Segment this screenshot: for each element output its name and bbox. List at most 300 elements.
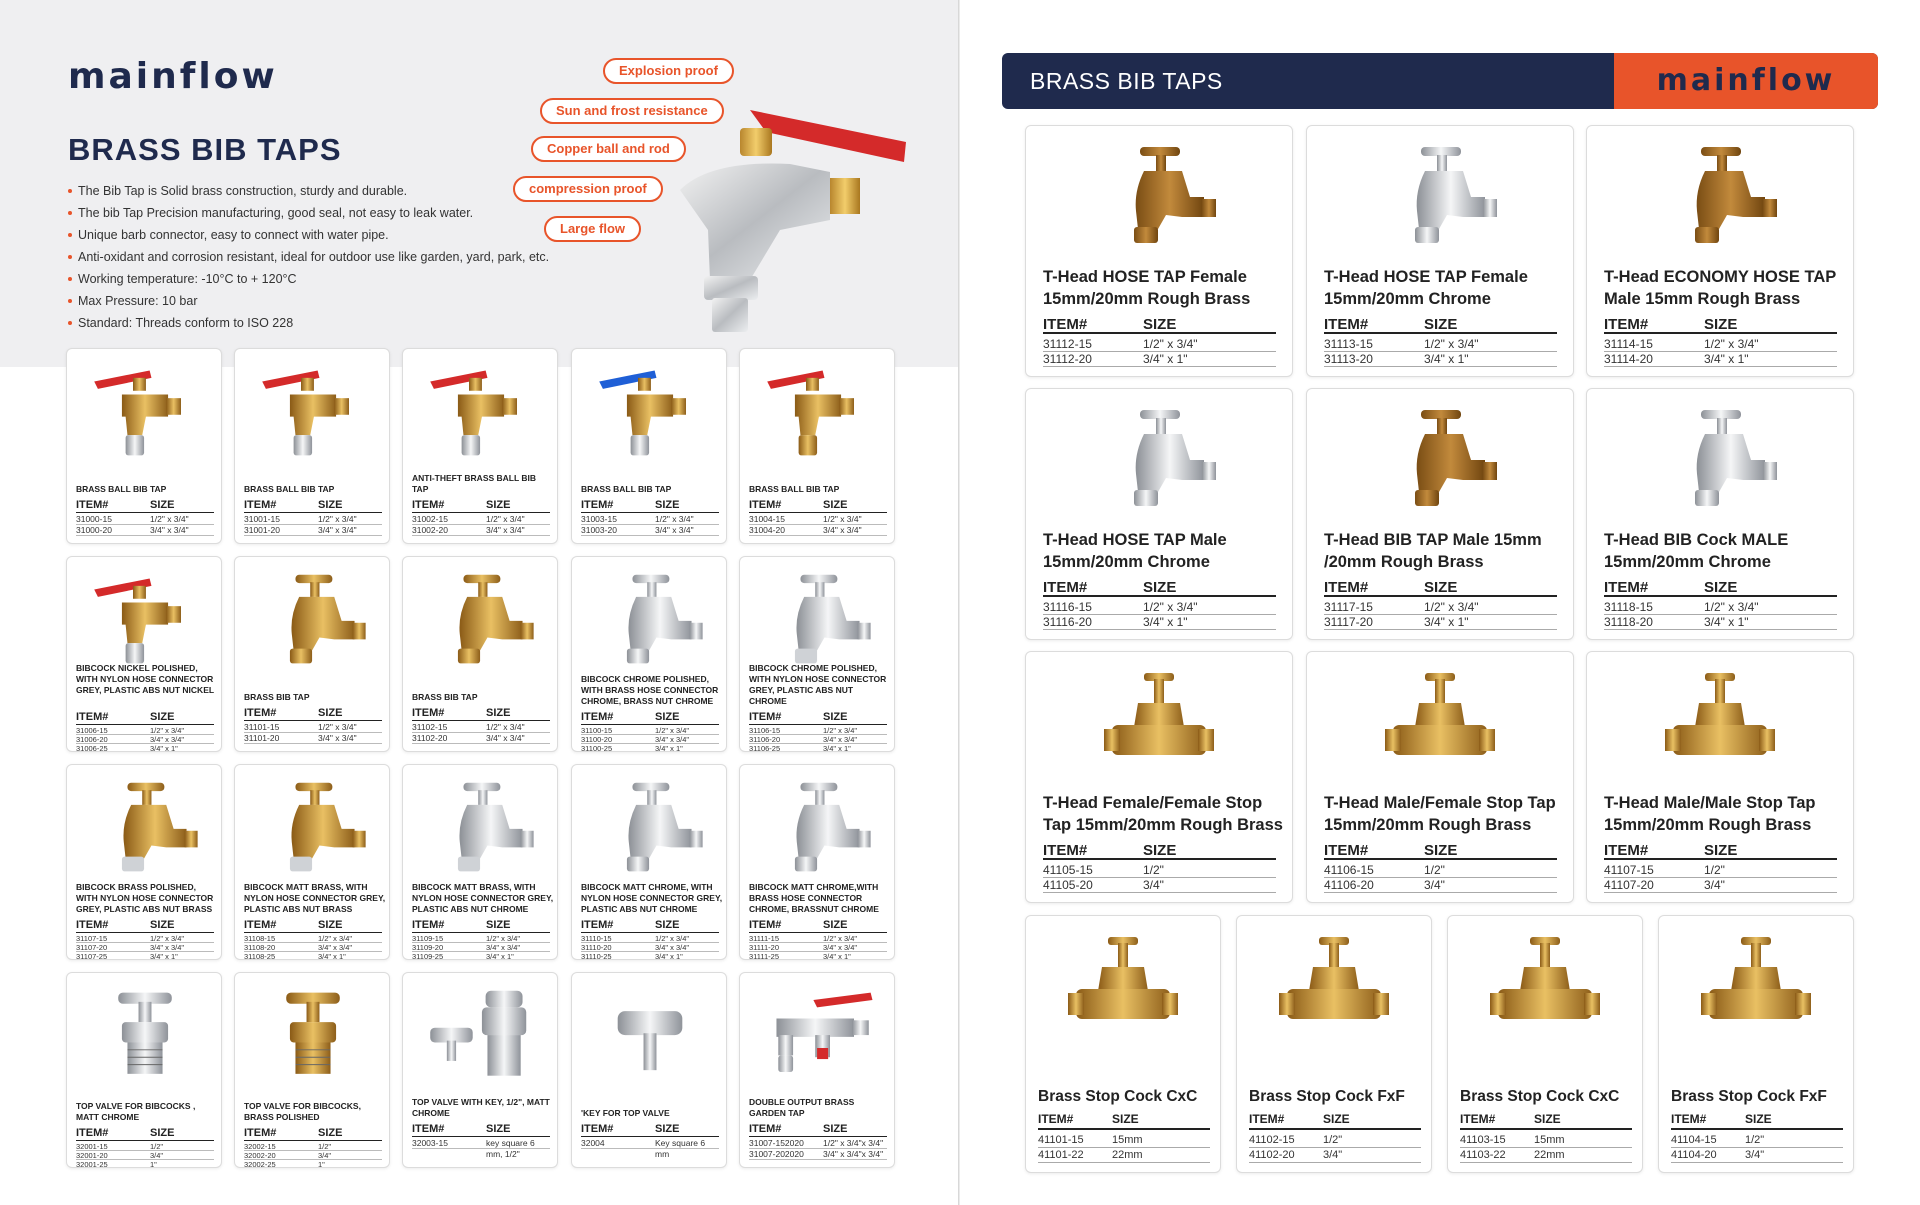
item-size: 1/2"	[1143, 863, 1164, 877]
feature-item: Working temperature: -10°C to + 120°C	[68, 268, 549, 290]
item-size: 3/4" x 3/4"	[655, 943, 690, 952]
product-card[interactable]	[1447, 915, 1643, 1173]
table-row	[244, 722, 382, 733]
callout-explosion-proof: Explosion proof	[603, 58, 734, 84]
col-size: SIZE	[1143, 316, 1177, 333]
item-number: 31111-15	[749, 934, 780, 943]
feature-list	[68, 180, 549, 334]
item-number: 31110-15	[581, 934, 612, 943]
table-row	[412, 722, 550, 733]
item-number: 31000-20	[76, 525, 112, 535]
item-number: 31101-15	[244, 722, 280, 732]
product-name: T-Head BIB Cock MALE 15mm/20mm Chrome	[1604, 531, 1789, 571]
size-table	[749, 934, 887, 960]
table-row	[1671, 1148, 1843, 1163]
col-size: SIZE	[486, 919, 511, 931]
table-header	[749, 711, 887, 725]
col-size: SIZE	[823, 1123, 848, 1135]
table-row	[244, 943, 382, 952]
col-item: ITEM#	[412, 919, 445, 931]
stop-cock-icon	[1655, 666, 1785, 778]
table-row	[76, 1142, 214, 1151]
col-size: SIZE	[1143, 579, 1177, 596]
item-number: 31007-202020	[749, 1149, 804, 1159]
item-number: 31109-25	[412, 952, 444, 960]
bib-tap-icon	[758, 565, 878, 675]
item-size: 22mm	[1112, 1149, 1143, 1161]
table-row	[412, 733, 550, 744]
item-number: 31109-15	[412, 934, 444, 943]
product-card[interactable]	[66, 348, 222, 544]
left-page	[0, 0, 958, 1205]
table-row	[76, 952, 214, 960]
col-item: ITEM#	[1043, 579, 1088, 596]
product-card[interactable]	[1586, 651, 1854, 903]
bib-tap-icon	[758, 773, 878, 883]
product-name: BIBCOCK MATT CHROME, WITH NYLON HOSE CONNECTOR GREY, PLASTIC ABS NUT CHROME	[581, 882, 723, 914]
table-row	[581, 735, 719, 744]
product-card[interactable]	[1025, 388, 1293, 640]
product-card[interactable]	[402, 556, 558, 752]
product-name: T-Head Male/Male Stop Tap 15mm/20mm Rough Brass	[1604, 794, 1816, 834]
item-number: 31100-25	[581, 744, 613, 752]
bib-tap-icon	[253, 565, 373, 675]
table-row	[581, 1138, 719, 1159]
product-card[interactable]	[571, 556, 727, 752]
table-row	[749, 1138, 887, 1149]
product-card[interactable]	[234, 764, 390, 960]
table-row	[581, 726, 719, 735]
right-header-title: BRASS BIB TAPS	[1030, 68, 1223, 94]
item-size: 3/4" x 3/4"	[655, 735, 690, 744]
col-size: SIZE	[486, 707, 511, 719]
item-number: 31114-20	[1604, 352, 1653, 366]
item-number: 41104-15	[1671, 1134, 1717, 1146]
product-card[interactable]	[1306, 388, 1574, 640]
bib-tap-icon	[1375, 403, 1505, 515]
table-row	[1671, 1133, 1843, 1148]
table-row	[581, 744, 719, 752]
product-card[interactable]	[571, 348, 727, 544]
product-name: T-Head ECONOMY HOSE TAP Male 15mm Rough Brass	[1604, 268, 1836, 308]
table-row	[412, 514, 550, 525]
product-name: Brass Stop Cock FxF	[1249, 1088, 1405, 1105]
item-number: 41101-15	[1038, 1134, 1084, 1146]
col-item: ITEM#	[1324, 316, 1369, 333]
item-number: 31108-20	[244, 943, 276, 952]
item-number: 41104-20	[1671, 1149, 1717, 1161]
item-number: 31113-15	[1324, 337, 1373, 351]
product-name: BIBCOCK BRASS POLISHED, WITH NYLON HOSE CONNECTOR GREY, PLASTIC ABS NUT BRASS	[76, 882, 214, 914]
item-size: 3/4" x 1"	[1704, 615, 1749, 629]
callout-copper-ball: Copper ball and rod	[531, 136, 686, 162]
size-table	[76, 514, 214, 536]
size-table	[1671, 1133, 1843, 1163]
table-row	[244, 1160, 382, 1168]
item-number: 41103-22	[1460, 1149, 1506, 1161]
item-number: 31102-15	[412, 722, 448, 732]
bib-tap-icon	[758, 981, 878, 1091]
key-icon	[590, 981, 710, 1091]
product-name: BIBCOCK NICKEL POLISHED, WITH NYLON HOSE CONNECTOR GREY, PLASTIC ABS NUT NICKEL	[76, 663, 215, 695]
table-row	[412, 934, 550, 943]
col-item: ITEM#	[76, 1127, 109, 1139]
table-row	[1043, 352, 1276, 367]
item-number: 31006-25	[76, 744, 108, 752]
table-row	[1043, 337, 1276, 352]
product-name: BRASS BALL BIB TAP	[76, 484, 167, 494]
table-header	[244, 919, 382, 933]
item-size: 3/4" x 1"	[1704, 352, 1749, 366]
table-row	[749, 744, 887, 752]
table-row	[749, 934, 887, 943]
table-row	[1043, 863, 1276, 878]
col-item: ITEM#	[1604, 842, 1649, 859]
item-number: 31101-20	[244, 733, 280, 743]
item-size: 1/2" x 3/4"	[1704, 337, 1759, 351]
item-size: key square 6 mm, 1/2"	[486, 1138, 535, 1159]
size-table	[749, 726, 887, 752]
size-table	[1604, 863, 1837, 893]
table-header	[749, 1123, 887, 1137]
table-row	[76, 1160, 214, 1168]
item-size: 3/4" x 1"	[655, 952, 683, 960]
table-header	[412, 499, 550, 513]
size-table	[1604, 337, 1837, 367]
product-card[interactable]	[1586, 388, 1854, 640]
table-header	[1671, 1112, 1843, 1130]
item-size: 3/4" x 1"	[1143, 352, 1188, 366]
item-size: 1/2" x 3/4"	[150, 726, 185, 735]
product-card[interactable]	[1658, 915, 1854, 1173]
col-size: SIZE	[318, 707, 343, 719]
product-card[interactable]	[739, 972, 895, 1168]
table-row	[244, 514, 382, 525]
item-size: 3/4" x 3/4"	[823, 735, 858, 744]
item-size: 3/4"	[1424, 878, 1445, 892]
brand-logo	[68, 56, 278, 97]
stop-cock-icon	[1269, 930, 1399, 1042]
col-item: ITEM#	[76, 711, 109, 723]
size-table	[412, 722, 550, 744]
table-row	[749, 1149, 887, 1160]
product-name: T-Head HOSE TAP Female 15mm/20mm Chrome	[1324, 268, 1528, 308]
table-header	[244, 499, 382, 513]
table-row	[244, 525, 382, 536]
item-number: 31117-15	[1324, 600, 1373, 614]
product-name: T-Head BIB TAP Male 15mm /20mm Rough Brass	[1324, 531, 1542, 571]
item-size: 3/4" x 3/4"	[823, 525, 862, 535]
item-size: Key square 6 mm	[655, 1138, 706, 1159]
key-icon	[421, 981, 541, 1091]
product-name: TOP VALVE FOR BIBCOCKS , MATT CHROME	[76, 1101, 196, 1122]
item-number: 32002-15	[244, 1142, 276, 1151]
item-number: 32001-25	[76, 1160, 108, 1168]
item-number: 31117-20	[1324, 615, 1373, 629]
product-name: T-Head HOSE TAP Male 15mm/20mm Chrome	[1043, 531, 1227, 571]
col-item: ITEM#	[412, 1123, 445, 1135]
table-row	[581, 525, 719, 536]
right-brand-logo	[1614, 53, 1878, 109]
col-size: SIZE	[1745, 1112, 1772, 1126]
item-size: 3/4" x 3/4"	[486, 525, 525, 535]
table-header	[1604, 842, 1837, 860]
item-number: 41107-15	[1604, 863, 1654, 877]
table-header	[1604, 579, 1837, 597]
item-size: 1/2" x 3/4"	[486, 514, 525, 524]
col-size: SIZE	[1323, 1112, 1350, 1126]
stop-cock-icon	[1058, 930, 1188, 1042]
col-size: SIZE	[655, 919, 680, 931]
product-card[interactable]	[1025, 125, 1293, 377]
right-brand-logo-text: mainflow	[1656, 63, 1836, 98]
item-number: 41101-22	[1038, 1149, 1084, 1161]
table-row	[1604, 863, 1837, 878]
product-name: BRASS BALL BIB TAP	[244, 484, 335, 494]
col-size: SIZE	[150, 711, 175, 723]
item-size: 3/4" x 1"	[150, 952, 178, 960]
stop-cock-icon	[1094, 666, 1224, 778]
table-row	[1604, 600, 1837, 615]
table-header	[412, 919, 550, 933]
item-size: 3/4" x 3/4"	[150, 943, 185, 952]
item-number: 41105-15	[1043, 863, 1093, 877]
table-header	[581, 711, 719, 725]
bib-tap-icon	[421, 565, 541, 675]
product-card[interactable]	[571, 764, 727, 960]
col-item: ITEM#	[412, 707, 445, 719]
product-name: DOUBLE OUTPUT BRASS GARDEN TAP	[749, 1097, 855, 1118]
ball-valve-icon	[85, 357, 205, 467]
item-number: 31106-20	[749, 735, 781, 744]
item-size: 1/2" x 3/4"	[1143, 337, 1198, 351]
stop-cock-icon	[1375, 666, 1505, 778]
size-table	[1460, 1133, 1632, 1163]
item-number: 41106-15	[1324, 863, 1374, 877]
size-table	[1038, 1133, 1210, 1163]
item-size: 3/4" x 3/4"	[318, 733, 357, 743]
table-row	[76, 735, 214, 744]
product-card[interactable]	[739, 348, 895, 544]
item-size: 1/2" x 3/4"	[1424, 337, 1479, 351]
table-row	[76, 1151, 214, 1160]
table-header	[76, 1127, 214, 1141]
table-header	[1324, 579, 1557, 597]
col-size: SIZE	[823, 919, 848, 931]
item-size: 1/2" x 3/4"	[823, 726, 858, 735]
col-item: ITEM#	[244, 707, 277, 719]
item-number: 32001-20	[76, 1151, 108, 1160]
item-number: 41105-20	[1043, 878, 1093, 892]
item-number: 41103-15	[1460, 1134, 1506, 1146]
size-table	[581, 514, 719, 536]
size-table	[244, 514, 382, 536]
item-size: 1"	[150, 1160, 157, 1168]
col-size: SIZE	[655, 711, 680, 723]
item-number: 31106-25	[749, 744, 781, 752]
product-card[interactable]	[402, 972, 558, 1168]
col-size: SIZE	[1424, 316, 1458, 333]
item-size: 1/2" x 3/4"	[1424, 600, 1479, 614]
bib-tap-icon	[1094, 403, 1224, 515]
table-row	[1249, 1133, 1421, 1148]
col-item: ITEM#	[581, 499, 614, 511]
table-row	[581, 943, 719, 952]
product-name: BRASS BIB TAP	[412, 692, 478, 702]
item-size: 3/4"	[150, 1151, 164, 1160]
item-size: 1/2"	[150, 1142, 164, 1151]
product-card[interactable]	[234, 556, 390, 752]
product-card[interactable]	[1306, 125, 1574, 377]
callout-compression-proof: compression proof	[513, 176, 663, 202]
callout-sun-frost: Sun and frost resistance	[540, 98, 724, 124]
product-name: 'KEY FOR TOP VALVE	[581, 1108, 670, 1118]
bib-tap-icon	[253, 773, 373, 883]
bib-tap-icon	[1655, 140, 1785, 252]
table-row	[1604, 337, 1837, 352]
item-size: 1/2"	[1704, 863, 1725, 877]
item-number: 32002-25	[244, 1160, 276, 1168]
item-number: 31112-15	[1043, 337, 1092, 351]
size-table	[244, 934, 382, 960]
item-number: 31111-25	[749, 952, 780, 960]
item-number: 31100-20	[581, 735, 613, 744]
table-row	[581, 934, 719, 943]
callout-large-flow: Large flow	[544, 216, 641, 242]
product-card[interactable]	[1586, 125, 1854, 377]
item-number: 31108-25	[244, 952, 276, 960]
item-number: 31113-20	[1324, 352, 1373, 366]
item-number: 31107-25	[76, 952, 108, 960]
product-card[interactable]	[66, 556, 222, 752]
product-card[interactable]	[1025, 651, 1293, 903]
col-item: ITEM#	[1043, 842, 1088, 859]
product-card[interactable]	[402, 764, 558, 960]
product-name: BIBCOCK MATT BRASS, WITH NYLON HOSE CONNECTOR GREY, PLASTIC ABS NUT BRASS	[244, 882, 386, 914]
col-size: SIZE	[655, 1123, 680, 1135]
product-card[interactable]	[571, 972, 727, 1168]
table-row	[1324, 352, 1557, 367]
size-table	[1043, 863, 1276, 893]
table-row	[76, 744, 214, 752]
size-table	[244, 722, 382, 744]
table-row	[1249, 1148, 1421, 1163]
product-name: BRASS BIB TAP	[244, 692, 310, 702]
item-number: 31100-15	[581, 726, 613, 735]
col-item: ITEM#	[581, 711, 614, 723]
item-number: 31108-15	[244, 934, 276, 943]
table-header	[1043, 316, 1276, 334]
product-card[interactable]	[66, 972, 222, 1168]
table-header	[1324, 842, 1557, 860]
table-row	[749, 525, 887, 536]
product-name: Brass Stop Cock CxC	[1460, 1088, 1620, 1105]
col-item: ITEM#	[1324, 842, 1369, 859]
col-size: SIZE	[486, 499, 511, 511]
col-item: ITEM#	[1460, 1112, 1496, 1126]
table-header	[244, 707, 382, 721]
product-card[interactable]	[234, 348, 390, 544]
item-number: 31111-20	[749, 943, 780, 952]
item-size: 1/2" x 3/4"	[318, 514, 357, 524]
bib-tap-icon	[590, 773, 710, 883]
table-row	[76, 943, 214, 952]
item-size: 3/4" x 3/4"	[486, 943, 521, 952]
product-card[interactable]	[1236, 915, 1432, 1173]
item-number: 31003-20	[581, 525, 617, 535]
item-number: 32003-15	[412, 1138, 448, 1148]
product-card[interactable]	[739, 556, 895, 752]
item-size: 3/4" x 1"	[655, 744, 683, 752]
col-item: ITEM#	[749, 499, 782, 511]
col-item: ITEM#	[76, 499, 109, 511]
table-header	[749, 499, 887, 513]
product-card[interactable]	[66, 764, 222, 960]
item-number: 32004	[581, 1138, 605, 1148]
table-header	[1043, 842, 1276, 860]
product-card[interactable]	[234, 972, 390, 1168]
product-name: BRASS BALL BIB TAP	[581, 484, 672, 494]
col-size: SIZE	[486, 1123, 511, 1135]
item-number: 31004-15	[749, 514, 785, 524]
product-card[interactable]	[1306, 651, 1574, 903]
col-item: ITEM#	[749, 919, 782, 931]
product-card[interactable]	[1025, 915, 1221, 1173]
col-item: ITEM#	[244, 919, 277, 931]
product-name: BIBCOCK CHROME POLISHED, WITH NYLON HOSE CONNECTOR GREY, PLASTIC ABS NUT CHROME	[749, 663, 887, 706]
item-number: 31004-20	[749, 525, 785, 535]
table-row	[76, 514, 214, 525]
product-card[interactable]	[739, 764, 895, 960]
item-number: 31003-15	[581, 514, 617, 524]
table-header	[1038, 1112, 1210, 1130]
product-card[interactable]	[402, 348, 558, 544]
item-size: 3/4" x 1"	[823, 744, 851, 752]
item-number: 41102-20	[1249, 1149, 1295, 1161]
item-number: 31001-20	[244, 525, 280, 535]
table-header	[581, 1123, 719, 1137]
stop-cock-icon	[1480, 930, 1610, 1042]
col-size: SIZE	[823, 711, 848, 723]
size-table	[412, 514, 550, 536]
col-size: SIZE	[655, 499, 680, 511]
col-size: SIZE	[1704, 579, 1738, 596]
item-size: 3/4" x 3/4"	[150, 525, 189, 535]
product-name: BRASS BALL BIB TAP	[749, 484, 840, 494]
table-row	[1038, 1148, 1210, 1163]
item-size: 1/2"	[318, 1142, 332, 1151]
feature-item: The bib Tap Precision manufacturing, good seal, not easy to leak water.	[68, 202, 549, 224]
table-row	[1043, 878, 1276, 893]
item-size: 3/4"	[1323, 1149, 1343, 1161]
feature-item: Max Pressure: 10 bar	[68, 290, 549, 312]
size-table	[412, 1138, 550, 1159]
item-number: 31006-15	[76, 726, 108, 735]
item-size: 1/2" x 3/4"	[655, 726, 690, 735]
col-size: SIZE	[823, 499, 848, 511]
table-row	[1038, 1133, 1210, 1148]
table-row	[1460, 1148, 1632, 1163]
item-size: 1/2" x 3/4"	[318, 722, 357, 732]
table-header	[1043, 579, 1276, 597]
table-row	[749, 514, 887, 525]
item-size: 3/4" x 1"	[486, 952, 514, 960]
col-item: ITEM#	[412, 499, 445, 511]
col-size: SIZE	[1112, 1112, 1139, 1126]
ball-valve-icon	[85, 565, 205, 675]
size-table	[76, 934, 214, 960]
table-header	[76, 919, 214, 933]
